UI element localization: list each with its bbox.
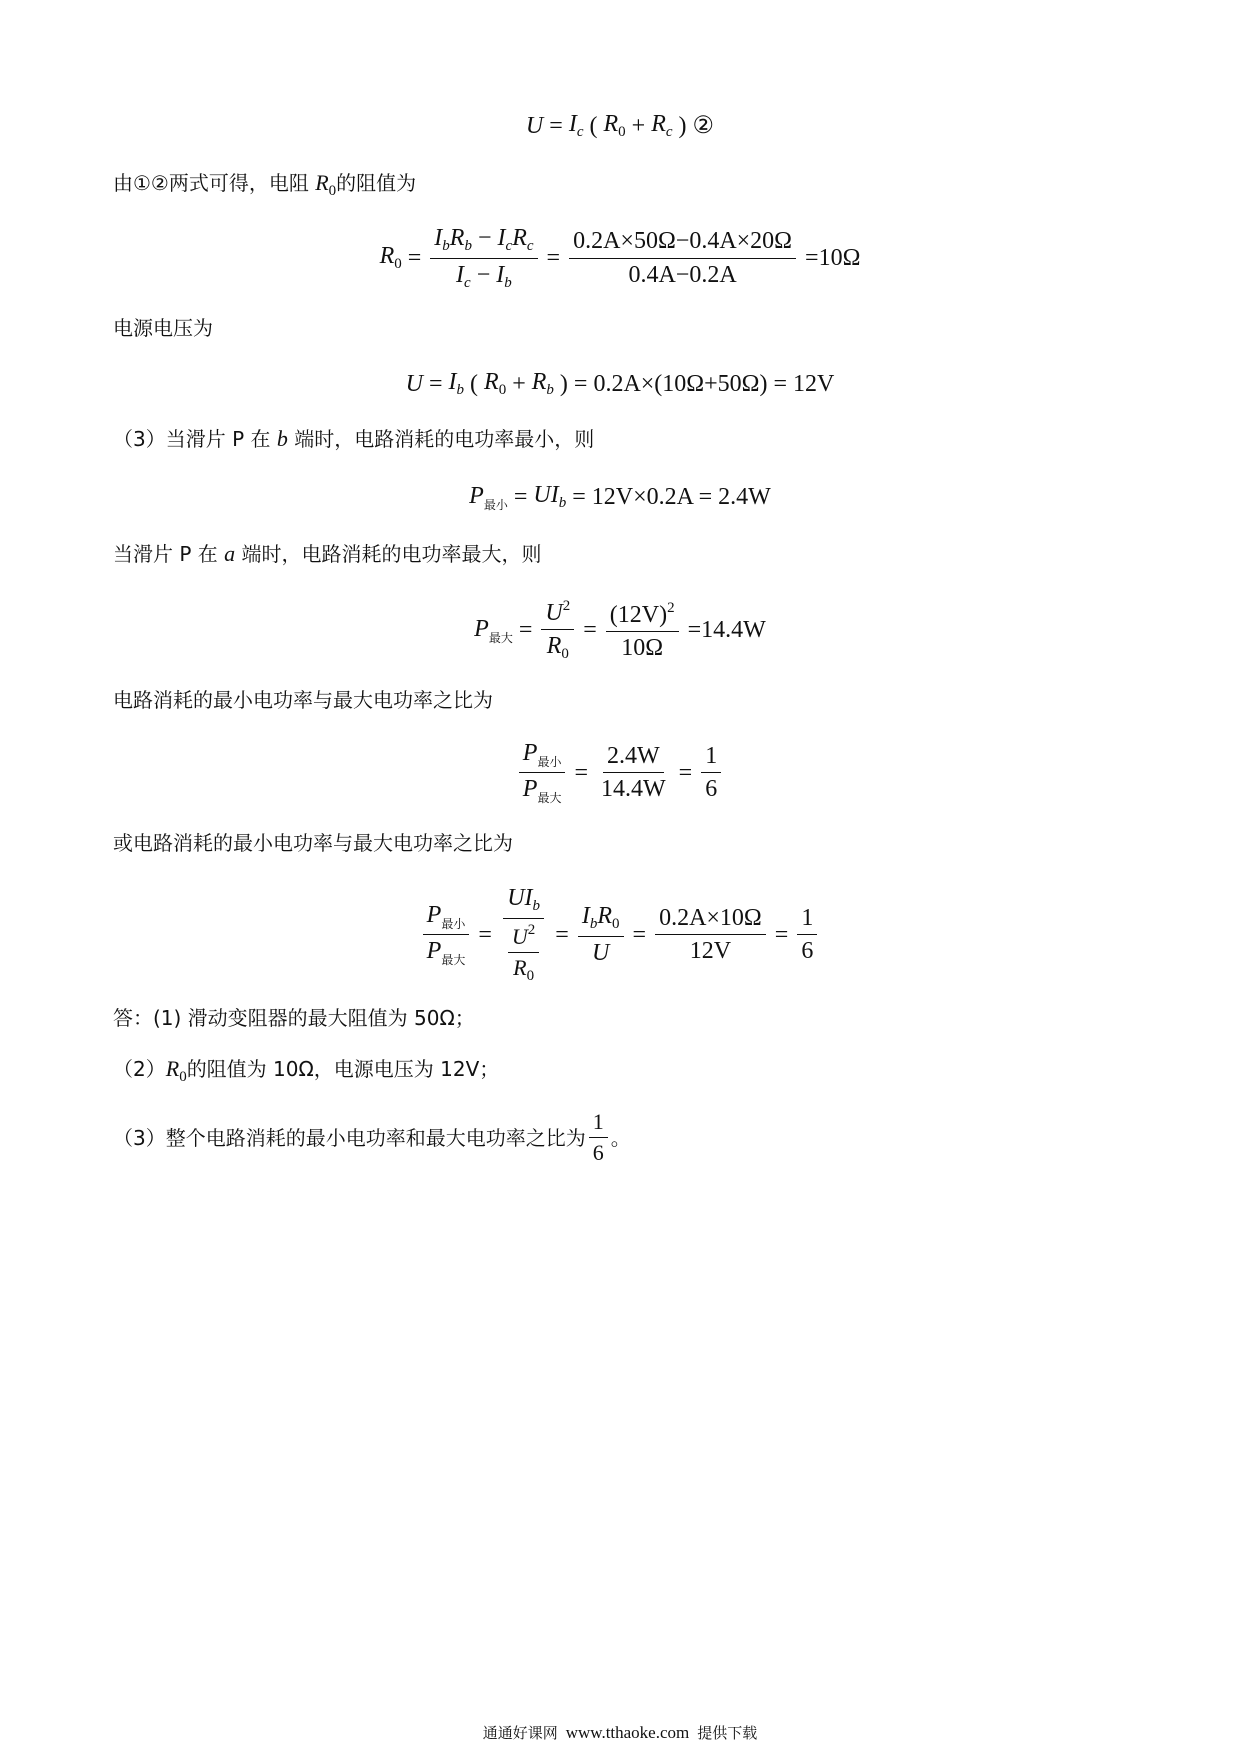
- equation-ratio-2: $\frac{P_{最小}}{P_{最大}}$ = $\frac{UI_b}{\frac{U^2}{R_0}}$ = $\frac{I_bR_0}{U}$ = $\frac{0.2A\times 10\Omega}{12V}$ = $\frac{1}{6}$: [0, 885, 1240, 984]
- circled-2: ②: [692, 113, 715, 139]
- answer-1: 答：(1) 滑动变阻器的最大阻值为 50Ω；: [113, 1006, 475, 1030]
- paren: ): [678, 113, 687, 139]
- var-I: I: [568, 111, 577, 137]
- result-10-ohm: =10Ω: [805, 245, 861, 271]
- numeric-result: = 0.2A×(10Ω+50Ω) = 12V: [573, 371, 835, 397]
- equation-u: U = $I_b$ ( $R_0$ + $R_b$ ) = 0.2A×(10Ω+50Ω) = 12V: [405, 369, 835, 398]
- var-U: U: [525, 113, 544, 139]
- text-line-4: 当滑片 P 在 a 端时，电路消耗的电功率最大，则: [113, 541, 542, 566]
- equation-pmin: $P_{最小}$ = $UI_b$ = 12V×0.2A = 2.4W: [469, 482, 771, 512]
- sub-c: c: [576, 124, 584, 140]
- sub-c: c: [665, 124, 673, 140]
- text-line-5: 电路消耗的最小电功率与最大电功率之比为: [113, 688, 493, 712]
- text-line-3: （3）当滑片 P 在 b 端时，电路消耗的电功率最小，则: [113, 426, 595, 451]
- eq-sign: =: [549, 113, 563, 139]
- text-line-6: 或电路消耗的最小电功率与最大电功率之比为: [113, 831, 513, 855]
- footer: 通通好课网 www.tthaoke.com 提供下载: [482, 1723, 758, 1742]
- equation-r0: $R_0$ = $\frac{I_bR_b - I_cR_c}{I_c - I_b}$ = $\frac{0.2A\times 50\Omega-0.4A\times 20\Omega}{0.4A-0.2A}$ =10Ω: [379, 225, 861, 291]
- var-R: R: [379, 243, 395, 269]
- plus-sign: +: [631, 113, 646, 139]
- fraction-numeric: $\frac{0.2A\times 50\Omega-0.4A\times 20\Omega}{0.4A-0.2A}$: [569, 228, 796, 288]
- text-line-1: 由①②两式可得，电阻 $R_0$的阻值为: [113, 170, 417, 199]
- var-R: R: [603, 111, 619, 137]
- fraction-symbolic: $\frac{I_bR_b - I_cR_c}{I_c - I_b}$: [430, 225, 537, 291]
- answer-3: （3）整个电路消耗的最小电功率和最大电功率之比为 $\frac{1}{6}$ 。: [113, 1109, 631, 1166]
- answer-2: $(2)R_0$的阻值为 10Ω，电源电压为 12V；: [113, 1056, 500, 1085]
- text-line-2: 电源电压为: [113, 316, 213, 340]
- equation-2: [0, 112, 1240, 140]
- paren: (: [589, 113, 598, 139]
- var-R: R: [651, 111, 666, 137]
- sub-0: 0: [618, 124, 626, 140]
- equation-ratio-1: $\frac{P_{最小}}{P_{最大}}$ = $\frac{2.4W}{14.4W}$ = $\frac{1}{6}$: [0, 740, 1240, 805]
- equation-pmax: $P_{最大}$ = $\frac{U^2}{R_0}$ = $\frac{(12V)^2}{10\Omega}$ =14.4W: [474, 598, 766, 663]
